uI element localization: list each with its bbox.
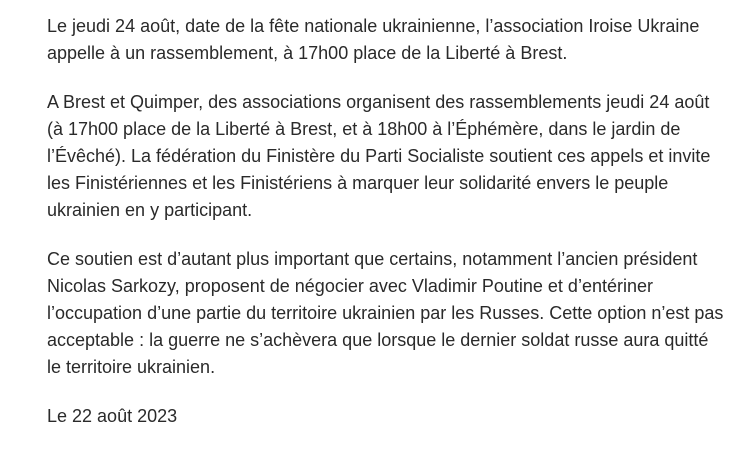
paragraph-rallies-brest-quimper: A Brest et Quimper, des associations organisent des rassemblements jeudi 24 août (à 17h00 place de la Liberté à Brest, et à 18h00 à l’Éphémère, dans le jardin de l’Évêché). La fédération du Finistère du Parti Socialiste soutient ces appels et invite les Finistériennes et les Finistériens à marquer leur solidarité envers le peuple ukrainien en y participant. (47, 92, 711, 220)
paragraph-rally-announcement: Le jeudi 24 août, date de la fête nationale ukrainienne, l’association Iroise Ukraine appelle à un rassemblement, à 17h00 place de la Liberté à Brest. (47, 16, 700, 63)
paragraph-support-statement: Ce soutien est d’autant plus important que certains, notamment l’ancien président Nicolas Sarkozy, proposent de négocier avec Vladimir Poutine et d’entériner l’occupation d’une partie du territoire ukrainien par les Russes. Cette option n’est pas acceptable : la guerre ne s’achèvera que lorsque le dernier soldat russe aura quitté le territoire ukrainien. (47, 249, 724, 377)
article-body (47, 13, 727, 430)
article-date: Le 22 août 2023 (47, 406, 178, 426)
